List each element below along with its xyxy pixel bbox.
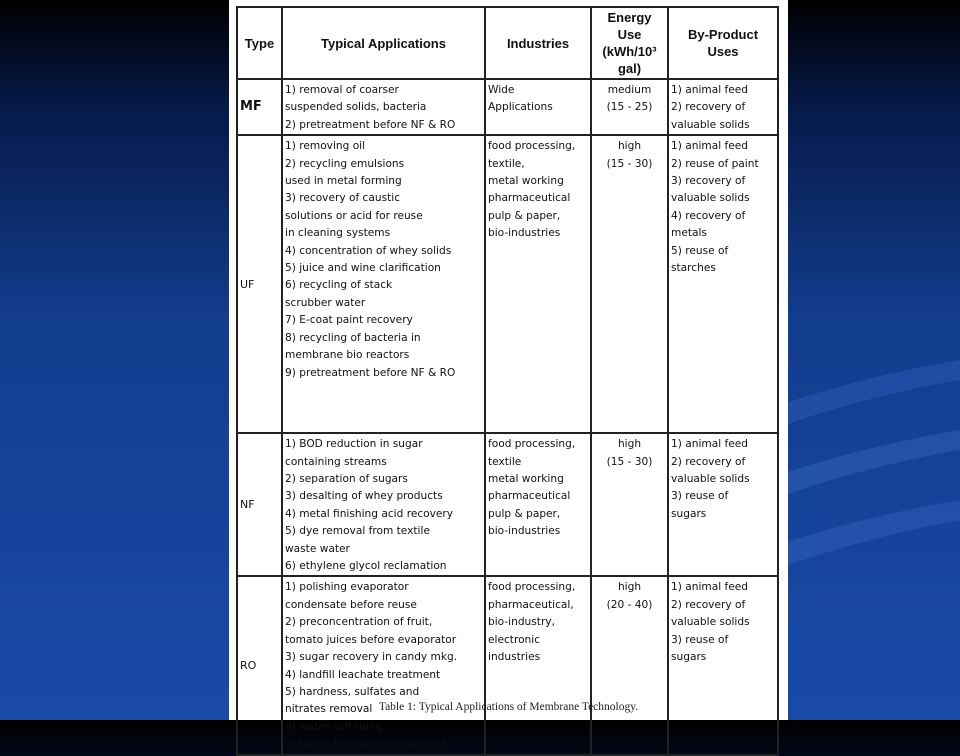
header-industries: Industries bbox=[485, 7, 591, 79]
cell-text-line: metals bbox=[671, 227, 707, 240]
cell-text-line: metal working bbox=[488, 473, 564, 486]
cell-text-line: suspended solids, bacteria bbox=[285, 101, 427, 114]
table-row bbox=[237, 79, 778, 135]
cell-text-line: 3) recovery of bbox=[671, 175, 746, 188]
cell-text-line: pharmaceutical bbox=[488, 490, 571, 503]
cell-text-line: (15 - 30) bbox=[606, 157, 653, 170]
applications-cell bbox=[282, 433, 485, 576]
header-energy-line: Energy bbox=[607, 10, 652, 25]
cell-text-line: Wide bbox=[488, 84, 515, 96]
byproducts-cell bbox=[668, 79, 778, 135]
cell-text-line: valuable solids bbox=[671, 118, 750, 131]
cell-text-line: pharmaceutical bbox=[488, 192, 571, 205]
cell-text-line: condensate before reuse bbox=[285, 598, 417, 611]
header-energy-line: (kWh/10³ bbox=[602, 44, 657, 59]
applications-cell bbox=[282, 135, 485, 433]
cell-text-line: containing streams bbox=[285, 455, 387, 468]
header-energy-line: gal) bbox=[617, 61, 642, 76]
cell-text-line: 2) recycling emulsions bbox=[285, 157, 405, 170]
cell-text-line: sugars bbox=[671, 507, 707, 520]
energy-cell bbox=[591, 135, 668, 433]
type-cell: UF bbox=[237, 135, 282, 433]
cell-text-line: tomato juices before evaporator bbox=[285, 633, 457, 646]
cell-text-line: high bbox=[617, 438, 642, 451]
cell-text-line: 5) hardness, sulfates and bbox=[285, 685, 420, 698]
cell-text-line: 9) pretreatment before NF & RO bbox=[285, 366, 456, 379]
type-cell: NF bbox=[237, 433, 282, 576]
cell-text-line: food processing, bbox=[488, 438, 576, 451]
header-energy-line: Use bbox=[617, 27, 642, 42]
cell-text-line: 1) removal of coarser bbox=[285, 84, 399, 96]
energy-cell bbox=[591, 433, 668, 576]
cell-text-line: food processing, bbox=[488, 140, 576, 153]
cell-text-line: used in metal forming bbox=[285, 175, 402, 188]
cell-text-line: 2) recovery of bbox=[671, 598, 746, 611]
cell-text-line: 1) removing oil bbox=[285, 140, 366, 153]
cell-text-line: membrane bio reactors bbox=[285, 349, 410, 362]
cell-text-line: (15 - 25) bbox=[606, 101, 653, 114]
cell-text-line: 3) recovery of caustic bbox=[285, 192, 401, 205]
cell-text-line: bio-industries bbox=[488, 227, 561, 240]
table-row bbox=[237, 135, 778, 433]
cell-text-line: 4) concentration of whey solids bbox=[285, 244, 452, 257]
cell-text-line: (15 - 30) bbox=[606, 455, 653, 468]
cell-text-line: 3) reuse of bbox=[671, 633, 729, 646]
applications-cell bbox=[282, 576, 485, 754]
cell-text-line: solutions or acid for reuse bbox=[285, 209, 423, 222]
header-typical-applications: Typical Applications bbox=[282, 7, 485, 79]
cell-text-line: 4) metal finishing acid recovery bbox=[285, 507, 454, 520]
cell-text-line: valuable solids bbox=[671, 473, 750, 486]
cell-text-line: high bbox=[617, 140, 642, 153]
cell-text-line: 6) ethylene glycol reclamation bbox=[285, 560, 447, 573]
cell-text-line: 1) animal feed bbox=[671, 84, 749, 96]
cell-text-line: industries bbox=[488, 651, 541, 664]
applications-cell bbox=[282, 79, 485, 135]
cell-text-line: nitrates removal bbox=[285, 703, 373, 716]
type-cell: RO bbox=[237, 576, 282, 754]
cell-text-line: 5) reuse of bbox=[671, 244, 729, 257]
cell-text-line: sugars bbox=[671, 651, 707, 664]
type-cell: MF bbox=[237, 79, 282, 135]
header-byproduct-uses bbox=[668, 7, 778, 79]
cell-text-line: 3) sugar recovery in candy mkg. bbox=[285, 651, 458, 664]
cell-text-line: 1) animal feed bbox=[671, 140, 749, 153]
cell-text-line: pulp & paper, bbox=[488, 507, 561, 520]
cell-text-line: 2) reuse of paint bbox=[671, 157, 759, 170]
cell-text-line: bio-industries bbox=[488, 525, 561, 538]
table-row bbox=[237, 576, 778, 754]
byproducts-cell bbox=[668, 433, 778, 576]
cell-text-line: electronic bbox=[488, 633, 541, 646]
header-byproduct-line: By-Product bbox=[687, 27, 759, 42]
cell-text-line: 2) recovery of bbox=[671, 101, 746, 114]
cell-text-line: 6) recycling of stack bbox=[285, 279, 393, 292]
cell-text-line: starches bbox=[671, 262, 716, 275]
cell-text-line: scrubber water bbox=[285, 296, 366, 309]
header-type: Type bbox=[237, 7, 282, 79]
energy-cell bbox=[591, 576, 668, 754]
cell-text-line: 2) separation of sugars bbox=[285, 473, 408, 486]
cell-text-line: 5) juice and wine clarification bbox=[285, 262, 441, 275]
table-body bbox=[237, 79, 778, 755]
industries-cell bbox=[485, 576, 591, 754]
header-byproduct-line: Uses bbox=[707, 44, 739, 59]
cell-text-line: waste water bbox=[285, 542, 350, 555]
industries-cell bbox=[485, 433, 591, 576]
cell-text-line: 3) reuse of bbox=[671, 490, 729, 503]
cell-text-line: 1) BOD reduction in sugar bbox=[285, 438, 423, 451]
header-energy-use bbox=[591, 7, 668, 79]
cell-text-line: 4) recovery of bbox=[671, 209, 746, 222]
cell-text-line: 7) E-coat paint recovery bbox=[285, 314, 413, 327]
cell-text-line: 1) animal feed bbox=[671, 581, 749, 594]
cell-text-line: bio-industry, bbox=[488, 616, 555, 629]
cell-text-line: 2) pretreatment before NF & RO bbox=[285, 118, 456, 131]
cell-text-line: high bbox=[617, 581, 642, 594]
cell-text-line: (20 - 40) bbox=[606, 598, 653, 611]
cell-text-line: 4) landfill leachate treatment bbox=[285, 668, 441, 681]
cell-text-line: metal working bbox=[488, 175, 564, 188]
cell-text-line: 7) boiler feed water treatment bbox=[285, 738, 447, 751]
cell-text-line: textile bbox=[488, 455, 522, 468]
cell-text-line: pharmaceutical, bbox=[488, 598, 574, 611]
byproducts-cell bbox=[668, 576, 778, 754]
industries-cell bbox=[485, 135, 591, 433]
cell-text-line: 2) recovery of bbox=[671, 455, 746, 468]
byproducts-cell bbox=[668, 135, 778, 433]
cell-text-line: in cleaning systems bbox=[285, 227, 391, 240]
cell-text-line: medium bbox=[607, 84, 652, 96]
cell-text-line: 3) desalting of whey products bbox=[285, 490, 443, 503]
cell-text-line: 1) polishing evaporator bbox=[285, 581, 409, 594]
table-header-row bbox=[237, 7, 778, 79]
cell-text-line: food processing, bbox=[488, 581, 576, 594]
table-caption: Table 1: Typical Applications of Membrane Technology. bbox=[378, 701, 639, 713]
cell-text-line: textile, bbox=[488, 157, 525, 170]
cell-text-line: valuable solids bbox=[671, 192, 750, 205]
cell-text-line: valuable solids bbox=[671, 616, 750, 629]
energy-cell bbox=[591, 79, 668, 135]
cell-text-line: Applications bbox=[488, 101, 553, 114]
cell-text-line: 5) dye removal from textile bbox=[285, 525, 430, 538]
cell-text-line: 6) water softening bbox=[285, 720, 383, 733]
membrane-applications-table bbox=[236, 6, 779, 756]
table-row bbox=[237, 433, 778, 576]
industries-cell bbox=[485, 79, 591, 135]
cell-text-line: 2) preconcentration of fruit, bbox=[285, 616, 433, 629]
cell-text-line: 1) animal feed bbox=[671, 438, 749, 451]
cell-text-line: pulp & paper, bbox=[488, 209, 561, 222]
cell-text-line: 8) recycling of bacteria in bbox=[285, 331, 421, 344]
